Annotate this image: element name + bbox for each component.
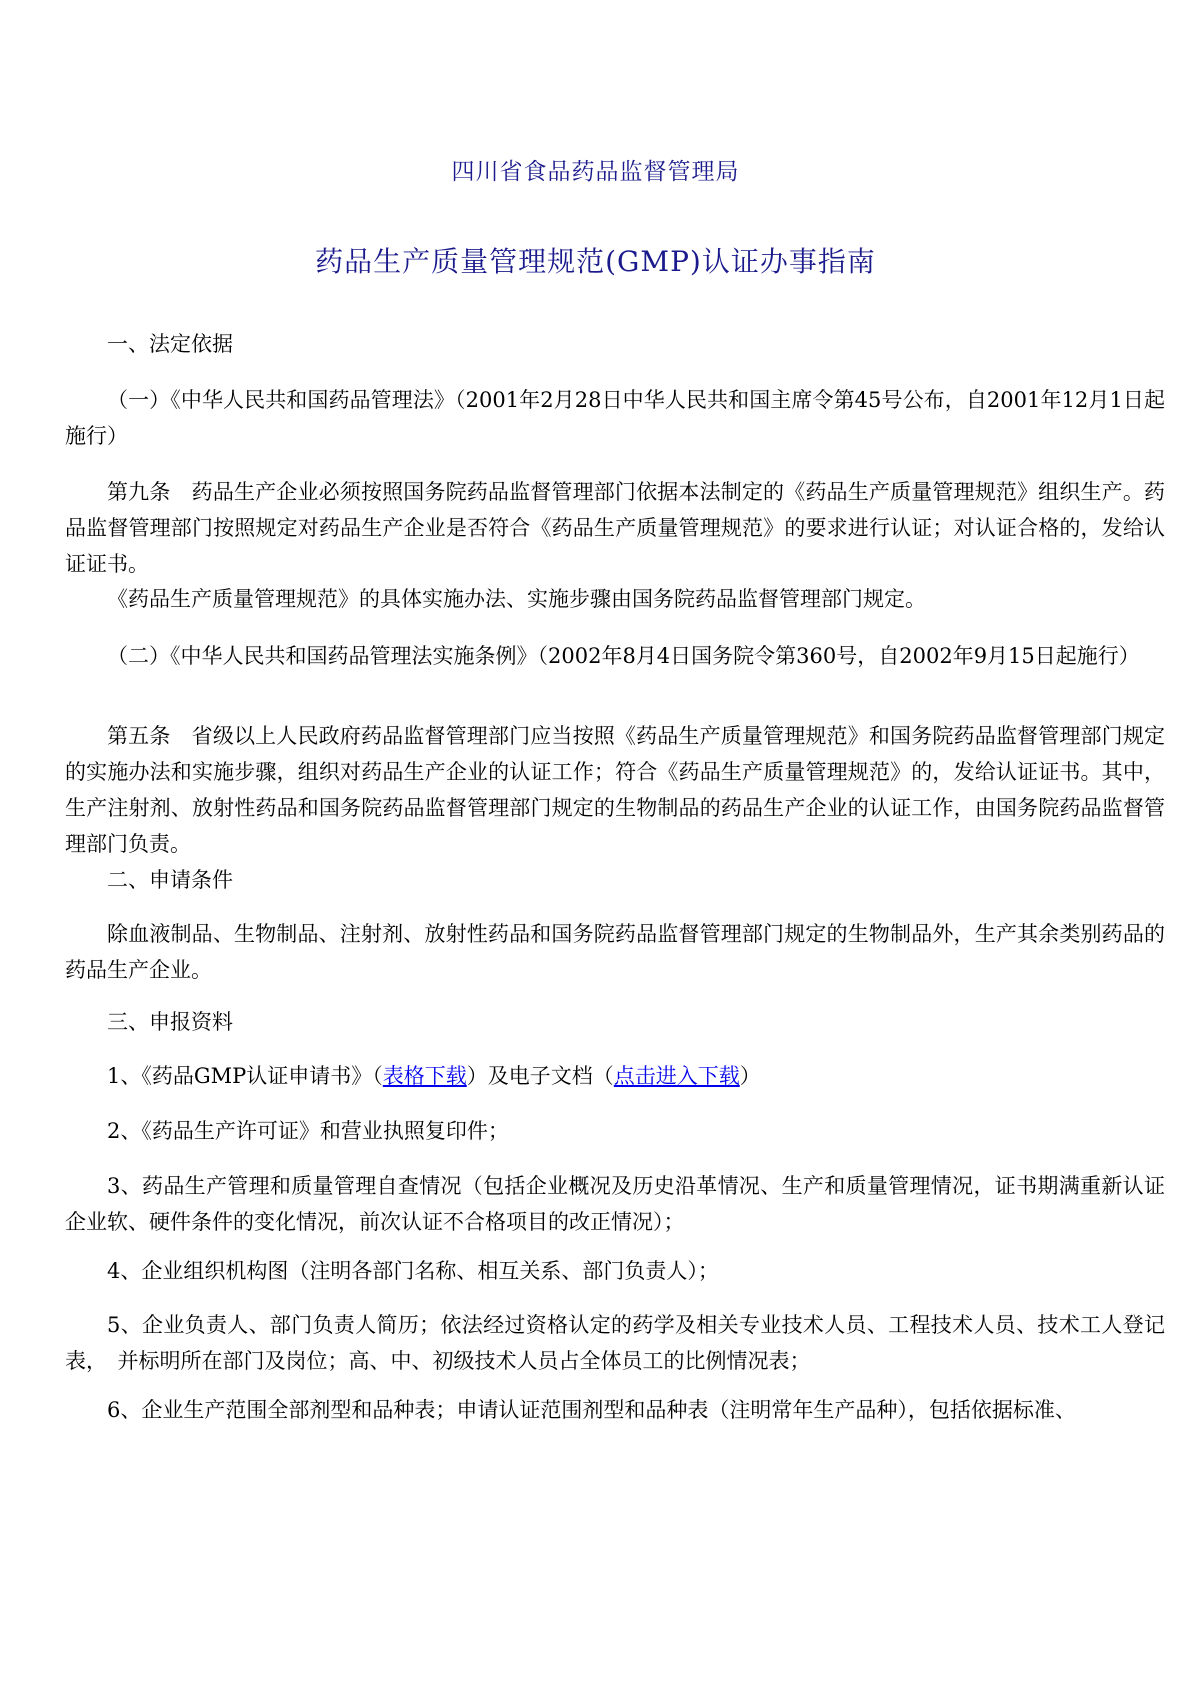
- item-1-suffix: ）: [739, 1064, 761, 1088]
- section-3-item-5: 5、企业负责人、部门负责人简历；依法经过资格认定的药学及相关专业技术人员、工程技术人员、技术工人登记表， 并标明所在部门及岗位；高、中、初级技术人员占全体员工的比例情况表；: [65, 1313, 1165, 1373]
- section-3-item-6: 6、企业生产范围全部剂型和品种表；申请认证范围剂型和品种表（注明常年生产品种），包括依据标准、: [107, 1398, 1076, 1422]
- section-2-heading: 二、申请条件: [107, 868, 233, 892]
- item-1-middle: ）及电子文档（: [466, 1064, 614, 1088]
- section-3-item-1: [65, 1058, 1165, 1094]
- article-9-paragraph-2: 《药品生产质量管理规范》的具体实施办法、实施步骤由国务院药品监督管理部门规定。: [107, 587, 926, 611]
- item-1-prefix: 1、《药品GMP认证申请书》（: [107, 1064, 383, 1088]
- section-1-heading: 一、法定依据: [107, 332, 233, 356]
- article-5: 第五条 省级以上人民政府药品监督管理部门应当按照《药品生产质量管理规范》和国务院药品监督管理部门规定的实施办法和实施步骤，组织对药品生产企业的认证工作；符合《药品生产质量管理规范》的，发给认证证书。其中，生产注射剂、放射性药品和国务院药品监督管理部门规定的生物制品的药品生产企业的认证工作，由国务院药品监督管理部门负责。: [65, 724, 1165, 856]
- organization-name: 四川省食品药品监督管理局: [451, 159, 740, 185]
- section-1-item-1: （一）《中华人民共和国药品管理法》（2001年2月28日中华人民共和国主席令第45号公布，自2001年12月1日起施行）: [65, 388, 1165, 448]
- document-title: 药品生产质量管理规范(GMP)认证办事指南: [315, 245, 876, 278]
- form-download-link[interactable]: 表格下载: [382, 1064, 467, 1088]
- section-2-body: 除血液制品、生物制品、注射剂、放射性药品和国务院药品监督管理部门规定的生物制品外，生产其余类别药品的药品生产企业。: [65, 922, 1165, 982]
- section-3-item-4: 4、企业组织机构图（注明各部门名称、相互关系、部门负责人）；: [107, 1259, 719, 1283]
- section-3-heading: 三、申报资料: [107, 1010, 233, 1034]
- electronic-download-link[interactable]: 点击进入下载: [613, 1064, 740, 1088]
- section-1-item-2: （二）《中华人民共和国药品管理法实施条例》（2002年8月4日国务院令第360号，自2002年9月15日起施行）: [107, 644, 1140, 668]
- section-3-item-3: 3、药品生产管理和质量管理自查情况（包括企业概况及历史沿革情况、生产和质量管理情况，证书期满重新认证企业软、硬件条件的变化情况，前次认证不合格项目的改正情况）；: [65, 1174, 1165, 1234]
- section-3-item-2: 2、《药品生产许可证》和营业执照复印件；: [107, 1119, 509, 1143]
- article-9: 第九条 药品生产企业必须按照国务院药品监督管理部门依据本法制定的《药品生产质量管理规范》组织生产。药品监督管理部门按照规定对药品生产企业是否符合《药品生产质量管理规范》的要求进行认证；对认证合格的，发给认证证书。: [65, 480, 1165, 576]
